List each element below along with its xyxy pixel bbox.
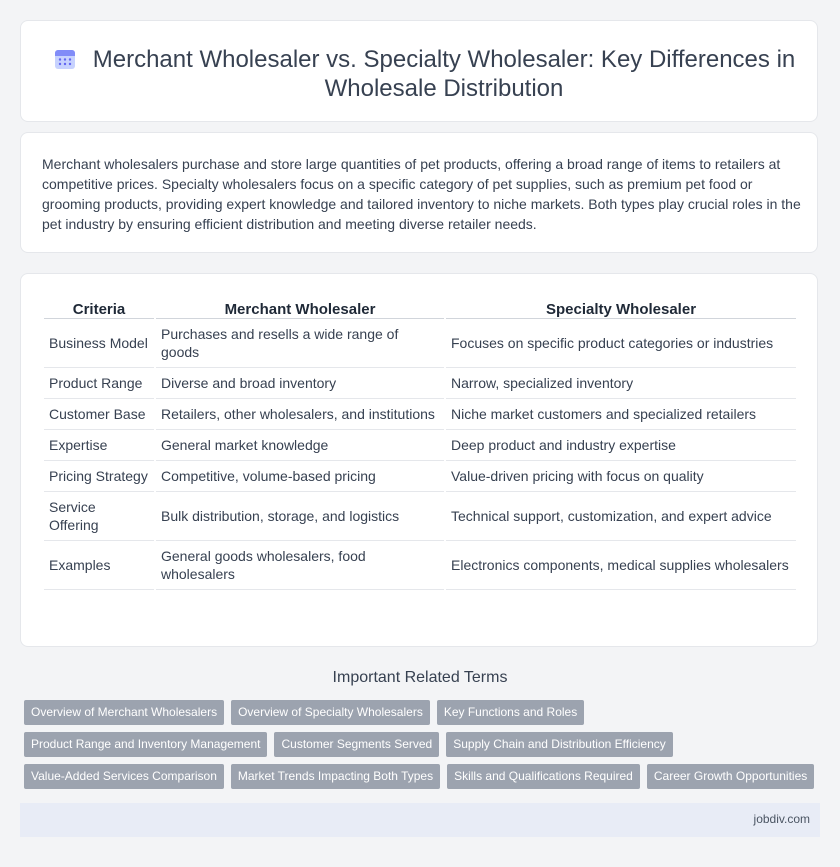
table-row (44, 461, 796, 492)
merchant-cell: Competitive, volume-based pricing (156, 461, 444, 492)
table-row (44, 492, 796, 541)
header-merchant: Merchant Wholesaler (156, 294, 444, 319)
comparison-table (42, 294, 798, 590)
specialty-cell: Technical support, customization, and expert advice (446, 492, 796, 541)
title-card (20, 20, 818, 122)
criteria-cell: Customer Base (44, 399, 154, 430)
related-tags-row (24, 700, 584, 725)
related-tag[interactable]: Supply Chain and Distribution Efficiency (446, 732, 673, 757)
criteria-cell: Pricing Strategy (44, 461, 154, 492)
specialty-cell: Narrow, specialized inventory (446, 368, 796, 399)
merchant-cell: Retailers, other wholesalers, and institutions (156, 399, 444, 430)
related-tag[interactable]: Customer Segments Served (274, 732, 439, 757)
merchant-cell: General market knowledge (156, 430, 444, 461)
related-tag[interactable]: Value-Added Services Comparison (24, 764, 224, 789)
merchant-cell: Purchases and resells a wide range of goods (156, 319, 444, 368)
table-row (44, 399, 796, 430)
table-row (44, 430, 796, 461)
related-tag[interactable]: Skills and Qualifications Required (447, 764, 640, 789)
table-row (44, 368, 796, 399)
calendar-icon (53, 47, 77, 71)
table-row (44, 541, 796, 590)
header-specialty: Specialty Wholesaler (446, 294, 796, 319)
page-title: Merchant Wholesaler vs. Specialty Wholesaler: Key Differences in Wholesale Distribution (92, 46, 796, 102)
related-tag[interactable]: Career Growth Opportunities (647, 764, 814, 789)
related-tag[interactable]: Product Range and Inventory Management (24, 732, 267, 757)
merchant-cell: Diverse and broad inventory (156, 368, 444, 399)
header-criteria: Criteria (44, 294, 154, 319)
related-tag[interactable]: Key Functions and Roles (437, 700, 584, 725)
table-row (44, 319, 796, 368)
footer-site-link[interactable]: jobdiv.com (753, 812, 810, 826)
related-tag[interactable]: Overview of Merchant Wholesalers (24, 700, 224, 725)
specialty-cell: Electronics components, medical supplies wholesalers (446, 541, 796, 590)
related-tag[interactable]: Market Trends Impacting Both Types (231, 764, 440, 789)
footer (20, 803, 820, 837)
intro-paragraph: Merchant wholesalers purchase and store large quantities of pet products, offering a broad range of items to retailers at competitive prices. Specialty wholesalers focus on a specific category of pet supplies, such as premium pet food or grooming products, providing expert knowledge and tailored inventory to niche markets. Both types play crucial roles in the pet industry by ensuring efficient distribution and meeting diverse retailer needs. (42, 156, 801, 232)
specialty-cell: Value-driven pricing with focus on quality (446, 461, 796, 492)
criteria-cell: Service Offering (44, 492, 154, 541)
criteria-cell: Examples (44, 541, 154, 590)
specialty-cell: Niche market customers and specialized retailers (446, 399, 796, 430)
criteria-cell: Product Range (44, 368, 154, 399)
specialty-cell: Deep product and industry expertise (446, 430, 796, 461)
related-tag[interactable]: Overview of Specialty Wholesalers (231, 700, 430, 725)
comparison-table-card (20, 273, 818, 647)
intro-card (20, 132, 818, 253)
criteria-cell: Expertise (44, 430, 154, 461)
related-terms-heading: Important Related Terms (332, 669, 508, 686)
related-tags-row (24, 732, 673, 757)
table-header-row (44, 294, 796, 319)
specialty-cell: Focuses on specific product categories or industries (446, 319, 796, 368)
merchant-cell: Bulk distribution, storage, and logistics (156, 492, 444, 541)
criteria-cell: Business Model (44, 319, 154, 368)
merchant-cell: General goods wholesalers, food wholesalers (156, 541, 444, 590)
related-tags-row (24, 764, 814, 789)
